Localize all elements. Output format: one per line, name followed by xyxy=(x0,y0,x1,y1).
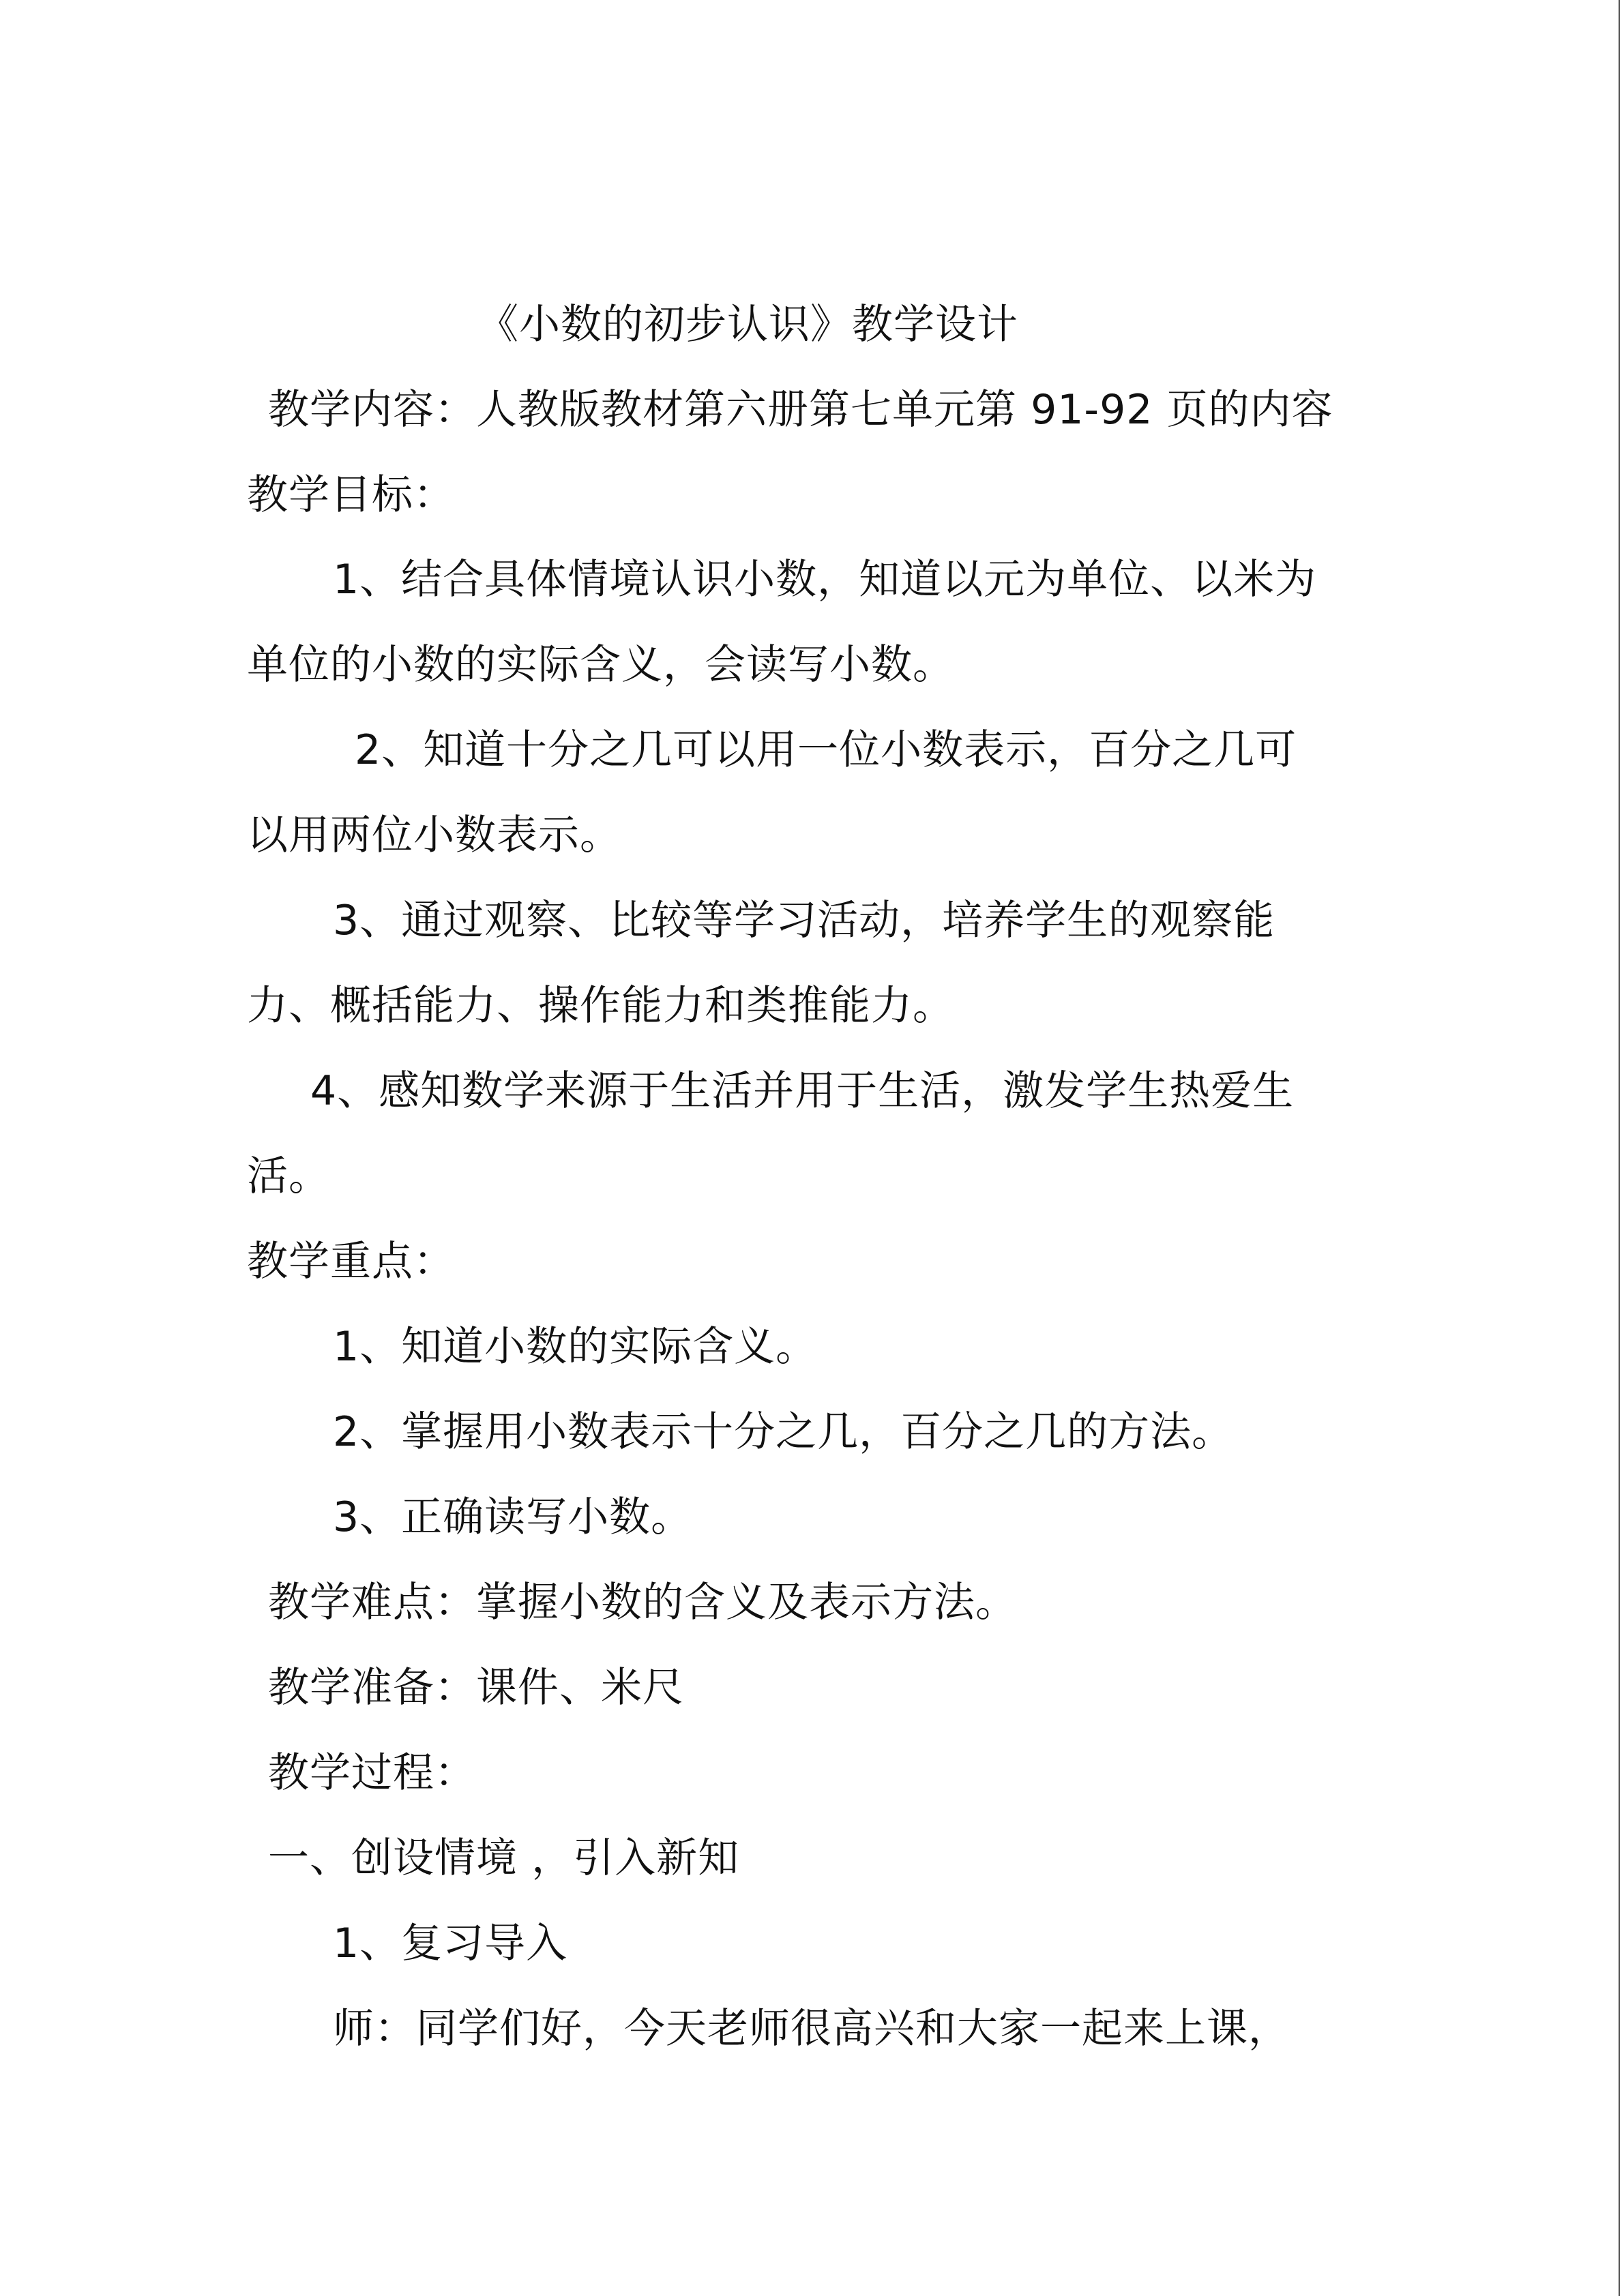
objective-1-line-1: 1、结合具体情境认识小数，知道以元为单位、以米为 xyxy=(333,556,1317,603)
key-point-3: 3、正确读写小数。 xyxy=(333,1493,693,1541)
objective-1-line-2: 单位的小数的实际含义，会读写小数。 xyxy=(247,641,954,689)
process-heading: 教学过程： xyxy=(268,1749,476,1797)
objectives-heading: 教学目标： xyxy=(247,471,455,519)
objective-3-line-2: 力、概括能力、操作能力和类推能力。 xyxy=(247,982,954,1030)
objective-3-line-1: 3、通过观察、比较等学习活动，培养学生的观察能 xyxy=(333,897,1275,944)
teaching-content: 教学内容：人教版教材第六册第七单元第 91-92 页的内容 xyxy=(268,386,1333,434)
objective-4-line-1: 4、感知数学来源于生活并用于生活，激发学生热爱生 xyxy=(310,1067,1295,1115)
key-points-heading: 教学重点： xyxy=(247,1238,455,1285)
objective-2-line-2: 以用两位小数表示。 xyxy=(247,811,621,859)
objective-4-line-2: 活。 xyxy=(247,1152,330,1200)
teaching-difficulty: 教学难点：掌握小数的含义及表示方法。 xyxy=(268,1579,1017,1626)
key-point-1: 1、知道小数的实际含义。 xyxy=(333,1323,818,1371)
section-1-heading: 一、创设情境 ，引入新知 xyxy=(268,1834,740,1882)
document-title: 《小数的初步认识》教学设计 xyxy=(477,301,1018,348)
objective-2-line-1: 2、知道十分之几可以用一位小数表示，百分之几可 xyxy=(355,726,1297,774)
teacher-dialogue: 师：同学们好，今天老师很高兴和大家一起来上课， xyxy=(333,2005,1290,2053)
teaching-preparation: 教学准备：课件、米尺 xyxy=(268,1664,684,1712)
key-point-2: 2、掌握用小数表示十分之几，百分之几的方法。 xyxy=(333,1408,1234,1456)
section-1-item-1: 1、复习导入 xyxy=(333,1920,568,1967)
page-edge xyxy=(1619,0,1620,2296)
